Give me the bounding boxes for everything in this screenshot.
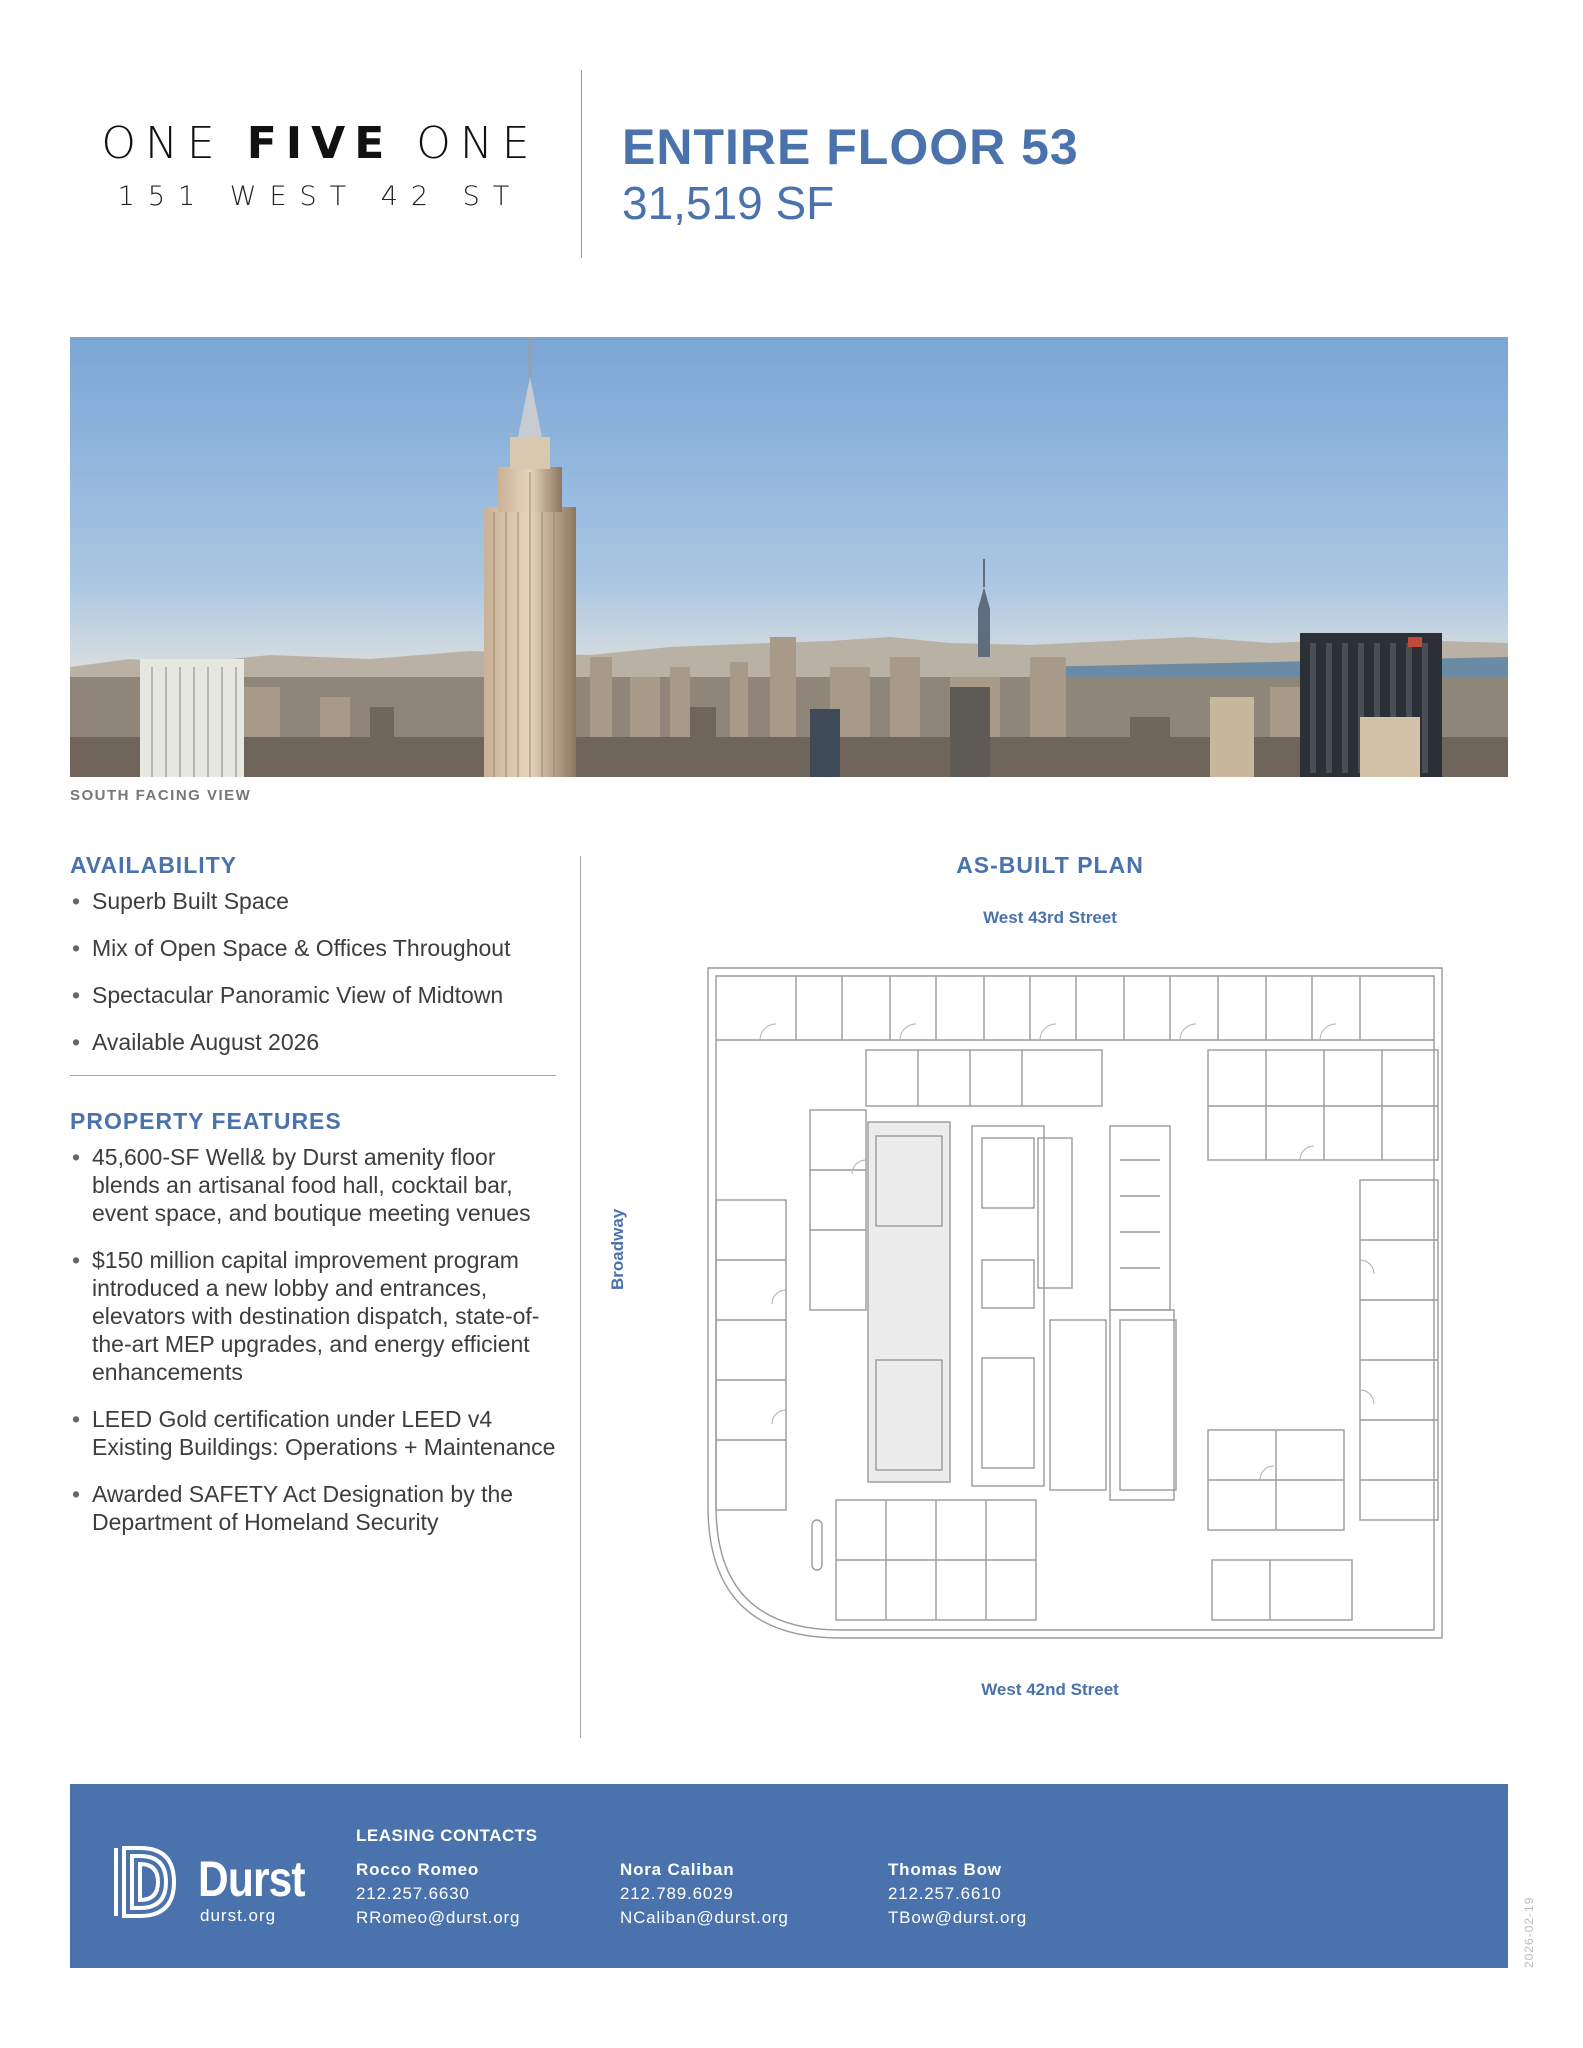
- contact-email[interactable]: RRomeo@durst.org: [356, 1908, 521, 1927]
- footer-contacts: [70, 1784, 1508, 1968]
- list-item: • Available August 2026: [70, 1028, 560, 1056]
- plan-title: AS-BUILT PLAN: [956, 852, 1144, 878]
- list-item: • Awarded SAFETY Act Designation by the Department of Homeland Security: [70, 1480, 560, 1536]
- date-stamp: 2026-02-19: [1522, 1896, 1536, 1968]
- contact-card: [620, 1858, 789, 1930]
- contact-name: Rocco Romeo: [356, 1860, 480, 1879]
- brand-name-part-3: ONE: [393, 118, 539, 169]
- list-item: • LEED Gold certification under LEED v4 Existing Buildings: Operations + Maintenance: [70, 1405, 560, 1461]
- street-label-south: West 42nd Street: [981, 1680, 1119, 1699]
- durst-wordmark: Durst: [198, 1851, 305, 1907]
- features-title: PROPERTY FEATURES: [70, 1108, 342, 1134]
- brand-name: [70, 118, 570, 169]
- durst-url[interactable]: durst.org: [200, 1906, 277, 1925]
- features-list: [70, 1143, 560, 1536]
- contact-name: Thomas Bow: [888, 1860, 1002, 1879]
- street-label-north: West 43rd Street: [983, 908, 1117, 927]
- brand-name-part-2: FIVE: [246, 118, 394, 169]
- skyline-illustration: [70, 337, 1508, 777]
- list-item: • Spectacular Panoramic View of Midtown: [70, 981, 560, 1009]
- section-divider: [70, 1075, 556, 1076]
- floor-title: ENTIRE FLOOR 53: [622, 119, 1079, 175]
- skyline-photo: [70, 337, 1508, 777]
- brand-address: 151 WEST 42 ST: [117, 181, 523, 212]
- left-column: [70, 852, 560, 1555]
- leasing-contacts-title: LEASING CONTACTS: [356, 1826, 538, 1845]
- contact-name: Nora Caliban: [620, 1860, 735, 1879]
- contact-card: [888, 1858, 1027, 1930]
- contact-email[interactable]: TBow@durst.org: [888, 1908, 1027, 1927]
- photo-caption: SOUTH FACING VIEW: [70, 787, 252, 804]
- contact-email[interactable]: NCaliban@durst.org: [620, 1908, 789, 1927]
- floor-area: 31,519 SF: [622, 177, 835, 229]
- availability-title: AVAILABILITY: [70, 852, 238, 878]
- column-divider: [580, 856, 581, 1738]
- floor-plan-drawing: [700, 960, 1450, 1650]
- floor-plan: [700, 960, 1450, 1650]
- list-item: • $150 million capital improvement program introduced a new lobby and entrances, elevators with destination dispatch, state-of-the-art MEP upgrades, and energy efficient enhancements: [70, 1246, 560, 1386]
- durst-logo-icon: [112, 1842, 182, 1922]
- street-label-west: Broadway: [608, 1208, 627, 1290]
- brand-name-part-1: ONE: [101, 118, 247, 169]
- contact-phone[interactable]: 212.789.6029: [620, 1884, 734, 1903]
- contact-phone[interactable]: 212.257.6630: [356, 1884, 470, 1903]
- availability-list: [70, 887, 560, 1056]
- list-item: • Mix of Open Space & Offices Throughout: [70, 934, 560, 962]
- list-item: • Superb Built Space: [70, 887, 560, 915]
- contact-card: [356, 1858, 520, 1930]
- header-divider: [581, 70, 582, 258]
- brand-block: [70, 118, 570, 212]
- contact-phone[interactable]: 212.257.6610: [888, 1884, 1002, 1903]
- list-item: • 45,600-SF Well& by Durst amenity floor blends an artisanal food hall, cocktail bar, event space, and boutique meeting venues: [70, 1143, 560, 1227]
